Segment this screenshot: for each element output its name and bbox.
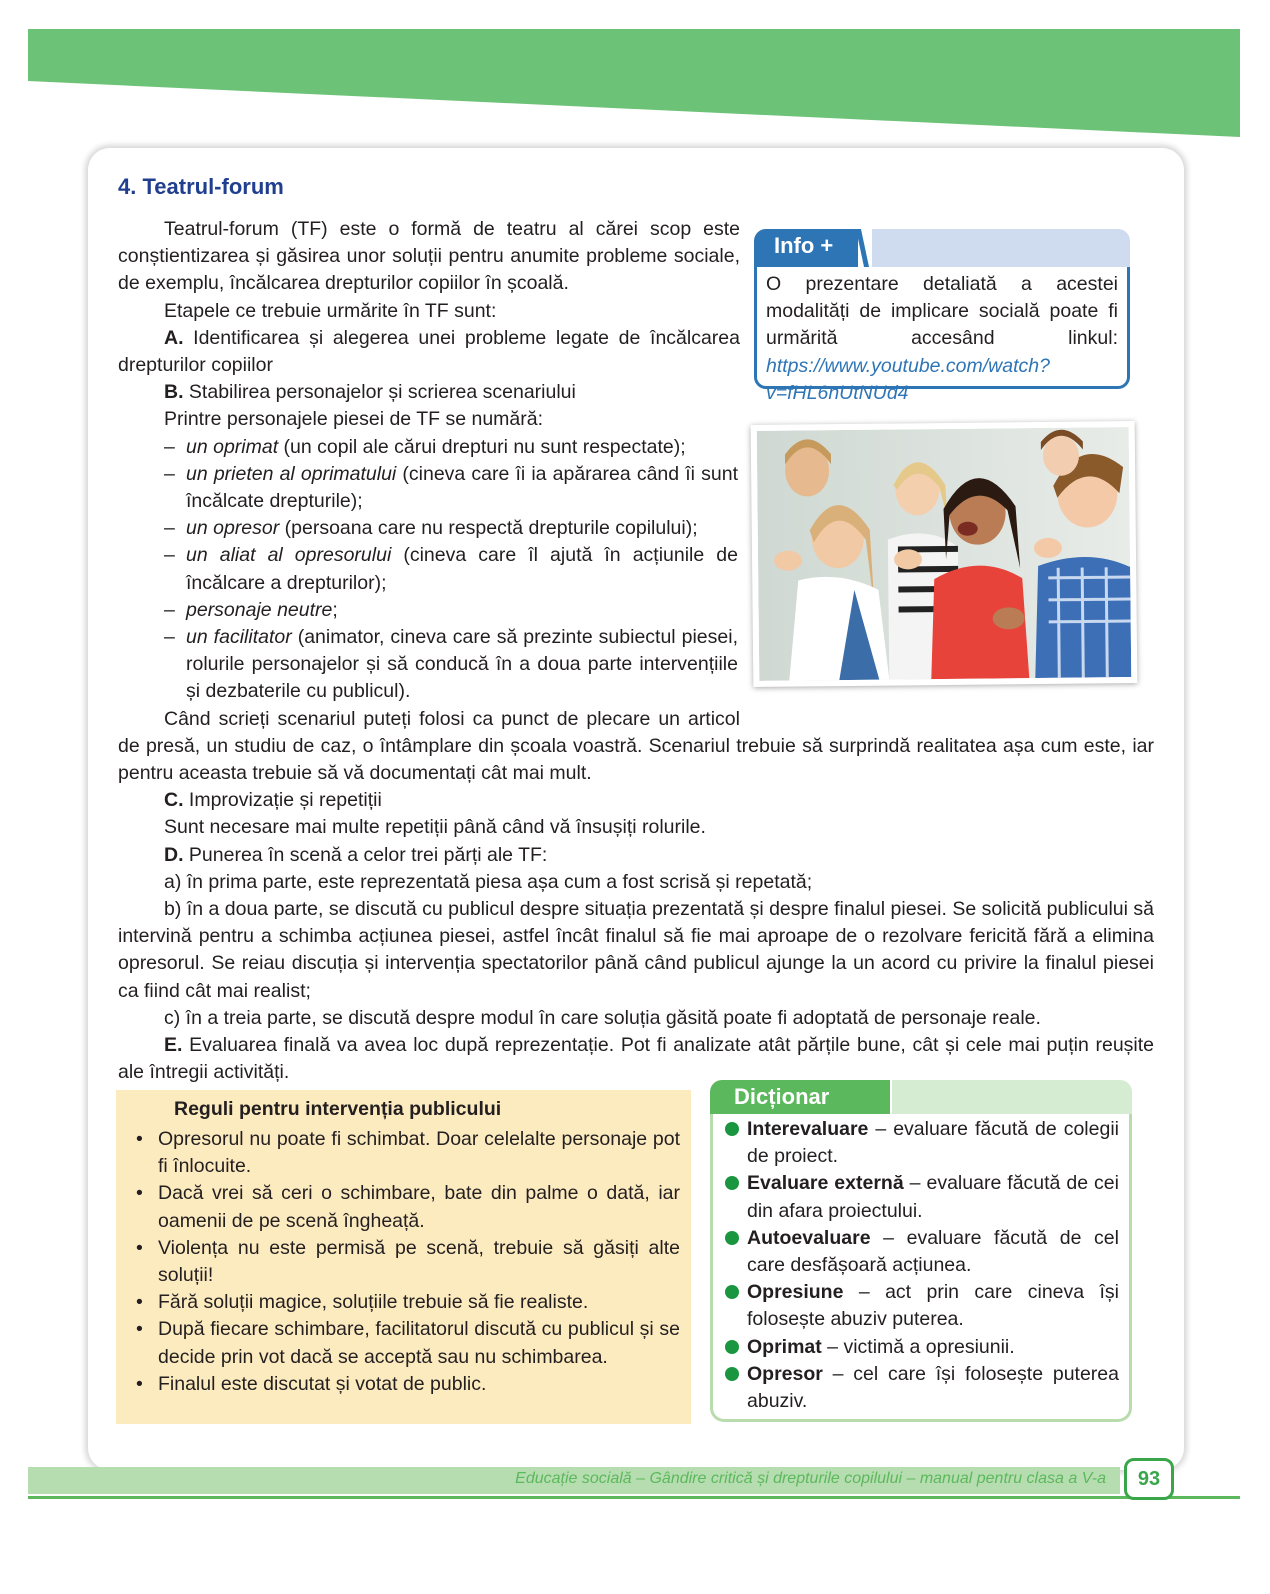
youtube-link[interactable]: https://www.youtube.com/watch?v=fHL6nUtNUd4 (766, 354, 1050, 404)
rules-list (130, 1126, 680, 1398)
bullet-icon (725, 1285, 739, 1299)
characters-intro: Printre personajele piesei de TF se numără: (164, 408, 544, 431)
info-title: Info + (774, 233, 834, 258)
page-number: 93 (1124, 1458, 1174, 1500)
footer-line (28, 1496, 1240, 1499)
rules-box (116, 1090, 691, 1424)
section-title: 4. Teatrul-forum (118, 174, 284, 199)
rules-title: Reguli pentru intervenția publicului (174, 1098, 502, 1120)
dictionary-box (710, 1080, 1132, 1422)
character-item: – un oprimat (un copil ale cărui drepturi nu sunt respectate); (164, 435, 686, 458)
bullet-icon (725, 1231, 739, 1245)
character-item: – personaje neutre; (164, 598, 338, 621)
list-item: • Fără soluții magice, soluțiile trebuie să fie realiste. (136, 1291, 589, 1314)
character-item: – un facilitator (animator, cineva care să prezinte subiectul piesei, rolurile personajelor și să conducă în a doua parte intervențiile și dezbaterile cu publicul). (164, 626, 738, 703)
dictionary-item: Evaluare externă – evaluare făcută de cei din afara proiectului. (725, 1170, 1119, 1224)
character-item: – un opresor (persoana care nu respectă drepturile copilului); (164, 517, 698, 540)
scenario-paragraph: Când scrieți scenariul puteți folosi ca punct de plecare un articol de presă, un studiu de caz, o întâmplare din școala voastră. Scenariul trebuie să surprindă realitatea așa cum este, iar pentru aceasta trebuie să vă documentați cât mai mult. (118, 707, 1154, 785)
step-c-desc: Sunt necesare mai multe repetiții până când vă însușiți rolurile. (164, 816, 706, 839)
list-item: • Violența nu este permisă pe scenă, trebuie să găsiți alte soluții! (136, 1236, 680, 1287)
steps-intro: Etapele ce trebuie urmărite în TF sunt: (164, 299, 497, 322)
character-item: – un aliat al opresorului (cineva care îl ajută în acțiunile de încălcare a drepturilor); (164, 544, 738, 594)
dictionary-item: Opresor – cel care își folosește puterea abuziv. (725, 1361, 1119, 1415)
dictionary-item: Opresiune – act prin care cineva își folosește abuziv puterea. (725, 1279, 1119, 1333)
info-text: O prezentare detaliată a acestei modalități de implicare socială poate fi urmărită accesând linkul: (766, 273, 1118, 350)
bullet-icon (725, 1340, 739, 1354)
list-item: • Opresorul nu poate fi schimbat. Doar celelalte personaje pot fi înlocuite. (136, 1128, 680, 1178)
dictionary-list (713, 1114, 1129, 1415)
step-c: C. Improvizație și repetiții (164, 789, 382, 812)
dictionary-title: Dicționar (734, 1084, 830, 1109)
footer-text: Educație socială – Gândire critică și drepturile copilului – manual pentru clasa a V-a (515, 1470, 1106, 1487)
step-d: D. Punerea în scenă a celor trei părți ale TF: (164, 843, 548, 866)
part-a: a) în prima parte, este reprezentată piesa așa cum a fost scrisă și repetată; (164, 870, 813, 893)
step-b: B. Stabilirea personajelor și scrierea scenariului (164, 381, 576, 404)
dictionary-item: Interevaluare – evaluare făcută de colegii de proiect. (725, 1116, 1119, 1170)
dictionary-item: Oprimat – victimă a opresiunii. (725, 1334, 1119, 1361)
character-item: – un prieten al oprimatului (cineva care îi ia apărarea când îi sunt încălcate drepturile); (164, 462, 738, 513)
main-text (118, 216, 1154, 1087)
part-b: b) în a doua parte, se discută cu publicul despre situația prezentată și despre finalul piesei. Se solicită publicului să intervină pentru a schimba acțiunea piesei, astfel încât finalul să fie mai aproape de o rezolvare fericită fără a elimina opresorul. Se reiau discuția și intervenția spectatorilor până când publicul ajunge la un acord cu privire la finalul piesei ca fiind cât mai realist; (118, 898, 1154, 1002)
list-item: • După fiecare schimbare, facilitatorul discută cu publicul și se decide prin vot dacă se acceptă sau nu schimbarea. (136, 1318, 680, 1368)
bullet-icon (725, 1122, 739, 1136)
bullet-icon (725, 1176, 739, 1190)
step-a: A. Identificarea și alegerea unei probleme legate de încălcarea drepturilor copiilor (118, 326, 740, 377)
list-item: • Dacă vrei să ceri o schimbare, bate din palme o dată, iar oamenii de pe scenă îngheață. (136, 1182, 680, 1232)
dictionary-item: Autoevaluare – evaluare făcută de cel care desfășoară acțiunea. (725, 1225, 1119, 1279)
bullet-icon (725, 1367, 739, 1381)
header-band (28, 29, 1240, 139)
part-c: c) în a treia parte, se discută despre modul în care soluția găsită poate fi adoptată de personaje reale. (164, 1006, 1041, 1029)
intro-paragraph: Teatrul-forum (TF) este o formă de teatru al cărei scop este conștientizarea și găsirea unor soluții pentru anumite probleme sociale, de exemplu, încălcarea drepturilor copiilor în școală. (118, 218, 740, 295)
list-item: • Finalul este discutat și votat de public. (136, 1372, 487, 1395)
step-e: E. Evaluarea finală va avea loc după reprezentație. Pot fi analizate atât părțile bune, cât și cele mai puțin reușite ale întregii activități. (118, 1034, 1155, 1084)
